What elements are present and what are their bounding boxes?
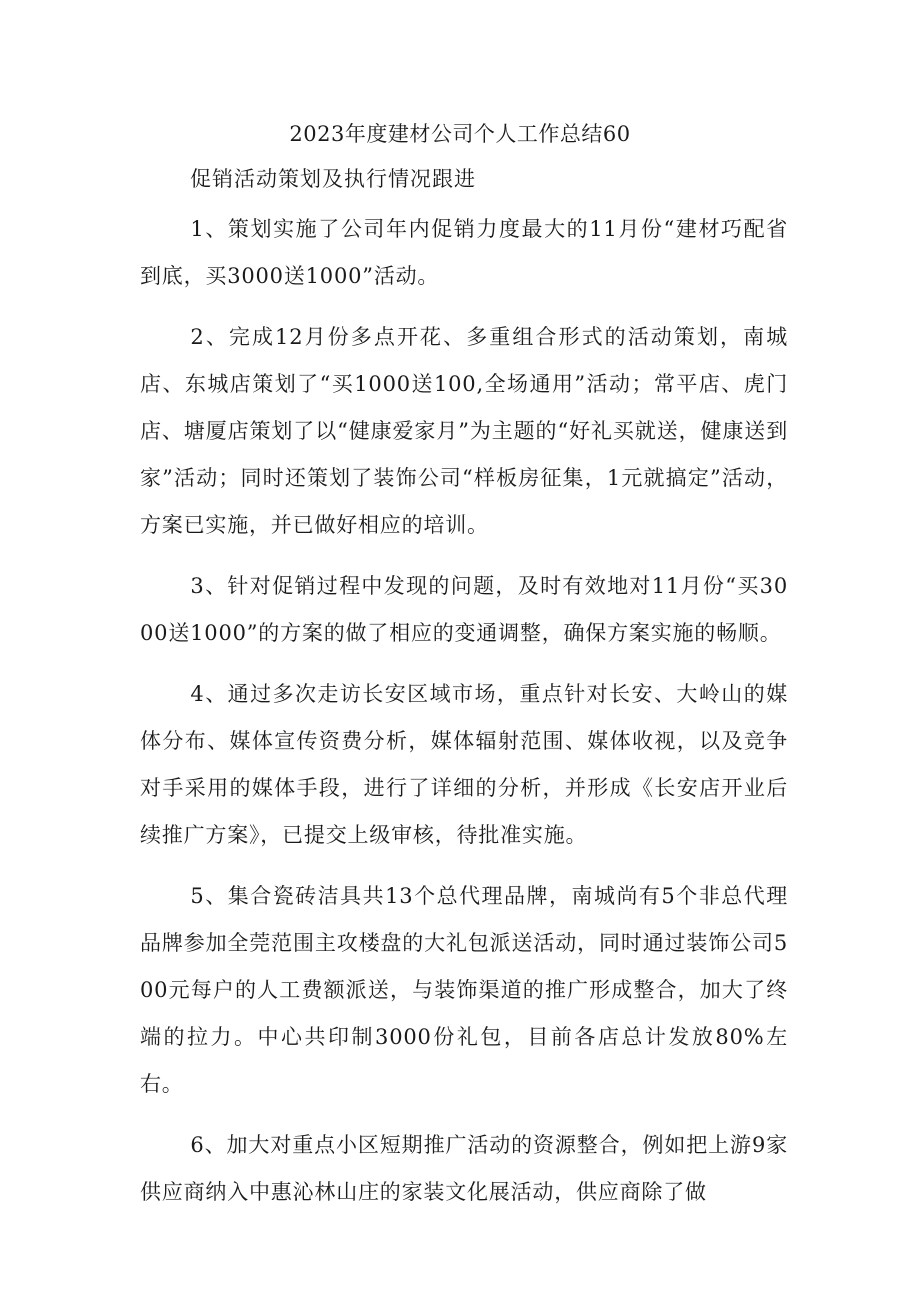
paragraph-5: 5、集合瓷砖洁具共13个总代理品牌，南城尚有5个非总代理品牌参加全莞范围主攻楼盘的大礼包派送活动，同时通过装饰公司500元每户的人工费额派送，与装饰渠道的推广形成整合，加大了终端的拉力。中心共印制3000份礼包，目前各店总计发放80%左右。 bbox=[140, 884, 788, 1096]
document-title: 2023年度建材公司个人工作总结60 bbox=[289, 122, 631, 146]
paragraph-1: 1、策划实施了公司年内促销力度最大的11月份“建材巧配省到底，买3000送1000”活动。 bbox=[140, 217, 788, 288]
paragraph-4: 4、通过多次走访长安区域市场，重点针对长安、大岭山的媒体分布、媒体宣传资费分析，媒体辐射范围、媒体收视，以及竞争对手采用的媒体手段，进行了详细的分析，并形成《长安店开业后续推广方案》，已提交上级审核，待批准实施。 bbox=[140, 682, 788, 847]
paragraph-3: 3、针对促销过程中发现的问题，及时有效地对11月份“买3000送1000”的方案的做了相应的变通调整，确保方案实施的畅顺。 bbox=[140, 574, 788, 645]
paragraph-6: 6、加大对重点小区短期推广活动的资源整合，例如把上游9家供应商纳入中惠沁林山庄的家装文化展活动，供应商除了做 bbox=[140, 1133, 788, 1204]
section-heading: 促销活动策划及执行情况跟进 bbox=[190, 167, 476, 191]
paragraph-2: 2、完成12月份多点开花、多重组合形式的活动策划，南城店、东城店策划了“买1000送100,全场通用”活动；常平店、虎门店、塘厦店策划了以“健康爱家月”为主题的“好礼买就送，健康送到家”活动；同时还策划了装饰公司“样板房征集，1元就搞定”活动，方案已实施，并已做好相应的培训。 bbox=[140, 325, 788, 537]
document-body bbox=[140, 206, 788, 1230]
